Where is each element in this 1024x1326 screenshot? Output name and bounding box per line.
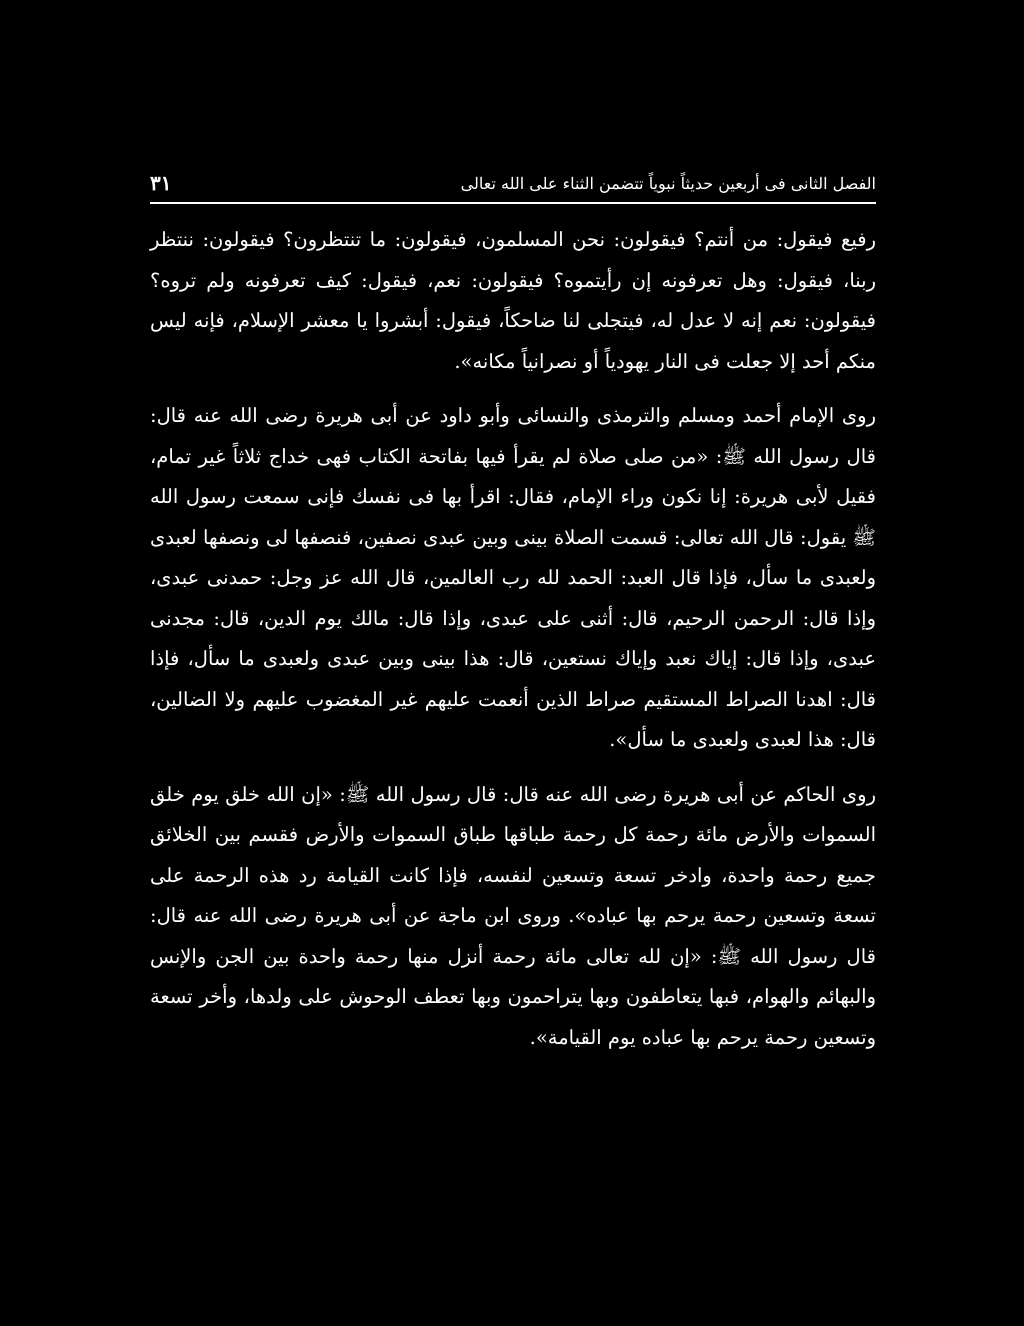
- page-number: ٣١: [150, 171, 172, 195]
- paragraph-1: رفيع فيقول: من أنتم؟ فيقولون: نحن المسلمون، فيقولون: ما تنتظرون؟ فيقولون: ننتظر ربنا، فيقول: وهل تعرفونه إن رأيتموه؟ فيقولون: نعم، فيقول: كيف تعرفونه ولم تروه؟ فيقولون: نعم إنه لا عدل له، فيتجلى لنا ضاحكاً، فيقول: أبشروا يا معشر الإسلام، فإنه ليس منكم أحد إلا جعلت فى النار يهودياً أو نصرانياً مكانه».: [150, 228, 876, 373]
- running-header: [150, 168, 876, 198]
- paragraph-3: روى الحاكم عن أبى هريرة رضى الله عنه قال: قال رسول الله ﷺ: «إن الله خلق يوم خلق السموات والأرض مائة رحمة كل رحمة طباقها طباق السموات والأرض فقسم بين الخلائق جميع رحمة واحدة، وادخر تسعة وتسعين لنفسه، فإذا كانت القيامة رد هذه الرحمة على تسعة وتسعين رحمة يرحم بها عباده». وروى ابن ماجة عن أبى هريرة رضى الله عنه قال: قال رسول الله ﷺ: «إن لله تعالى مائة رحمة أنزل منها رحمة واحدة بين الجن والإنس والبهائم والهوام، فبها يتعاطفون وبها يتراحمون وبها تعطف الوحوش على ولدها، وأخر تسعة وتسعين رحمة يرحم بها عباده يوم القيامة».: [150, 782, 876, 1049]
- paragraph-2: روى الإمام أحمد ومسلم والترمذى والنسائى وأبو داود عن أبى هريرة رضى الله عنه قال: قال رسول الله ﷺ: «من صلى صلاة لم يقرأ فيها بفاتحة الكتاب فهى خداج ثلاثاً غير تمام، فقيل لأبى هريرة: إنا نكون وراء الإمام، فقال: اقرأ بها فى نفسك فإنى سمعت رسول الله ﷺ يقول: قال الله تعالى: قسمت الصلاة بينى وبين عبدى نصفين، فنصفها لى ونصفها لعبدى ولعبدى ما سأل، فإذا قال العبد: الحمد لله رب العالمين، قال الله عز وجل: حمدنى عبدى، وإذا قال: الرحمن الرحيم، قال: أثنى على عبدى، وإذا قال: مالك يوم الدين، قال: مجدنى عبدى، وإذا قال: إياك نعبد وإياك نستعين، قال: هذا بينى وبين عبدى ولعبدى ما سأل، فإذا قال: اهدنا الصراط المستقيم صراط الذين أنعمت عليهم غير المغضوب عليهم ولا الضالين، قال: هذا لعبدى ولعبدى ما سأل».: [150, 404, 876, 751]
- chapter-title: الفصل الثانى فى أربعين حديثاً نبوياً تتضمن الثناء على الله تعالى: [460, 173, 876, 193]
- header-rule: [150, 202, 876, 204]
- page-body: [150, 220, 876, 1058]
